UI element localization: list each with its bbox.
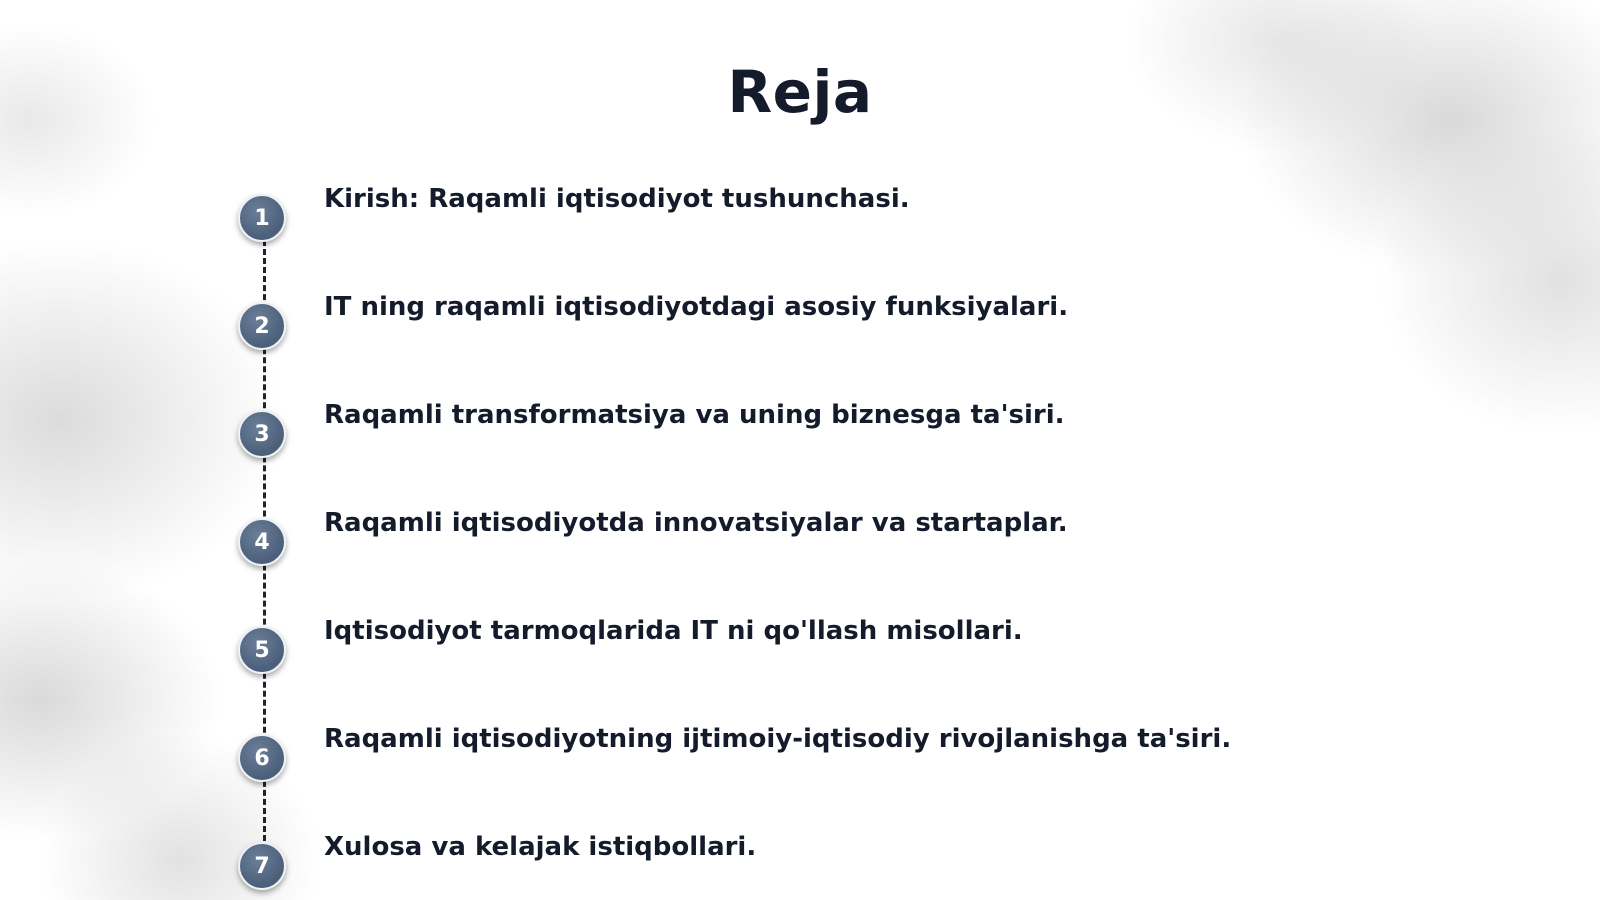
agenda-item-1 (238, 184, 1338, 244)
item-number-badge: 3 (238, 410, 286, 458)
agenda-item-6 (238, 724, 1338, 784)
item-text: Raqamli iqtisodiyotning ijtimoiy-iqtisodiy rivojlanishga ta'siri. (324, 724, 1232, 754)
item-number-badge: 4 (238, 518, 286, 566)
item-text: Raqamli iqtisodiyotda innovatsiyalar va startaplar. (324, 508, 1068, 538)
agenda-item-2 (238, 292, 1338, 352)
slide-title: Reja (727, 58, 873, 126)
agenda-item-4 (238, 508, 1338, 568)
item-number-badge: 7 (238, 842, 286, 890)
agenda-item-5 (238, 616, 1338, 676)
item-number-badge: 5 (238, 626, 286, 674)
item-text: Kirish: Raqamli iqtisodiyot tushunchasi. (324, 184, 910, 214)
item-number-badge: 2 (238, 302, 286, 350)
agenda-item-3 (238, 400, 1338, 460)
item-text: Iqtisodiyot tarmoqlarida IT ni qo'llash misollari. (324, 616, 1023, 646)
item-number-badge: 1 (238, 194, 286, 242)
item-text: Xulosa va kelajak istiqbollari. (324, 832, 757, 862)
item-text: IT ning raqamli iqtisodiyotdagi asosiy funksiyalari. (324, 292, 1069, 322)
item-number-badge: 6 (238, 734, 286, 782)
agenda-item-7 (238, 832, 1338, 892)
item-text: Raqamli transformatsiya va uning biznesga ta'siri. (324, 400, 1065, 430)
